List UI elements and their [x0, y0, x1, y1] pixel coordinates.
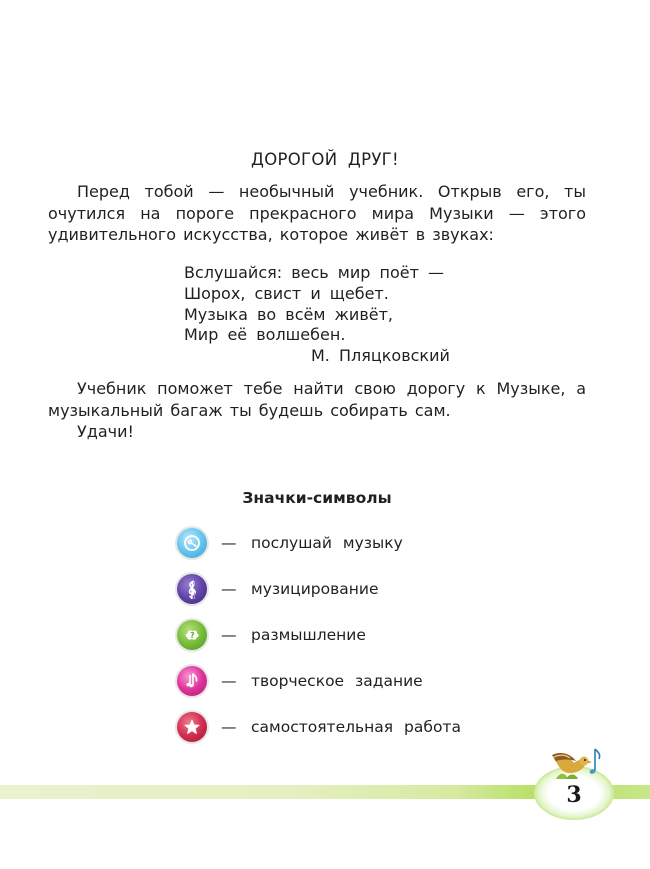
poem-verse: Музыка во всём живёт,	[184, 304, 393, 324]
symbol-legend-item	[177, 527, 403, 559]
bird-with-note-icon	[548, 745, 606, 781]
question-cloud-icon	[177, 620, 207, 650]
symbol-dash: —	[221, 718, 237, 736]
closing-line: Удачи!	[77, 422, 134, 441]
poem-verse: Вслушайся: весь мир поёт —	[184, 263, 445, 282]
symbol-label: самостоятельная работа	[251, 718, 461, 736]
listen-music-disc-icon	[177, 528, 207, 558]
closing-line: Учебник поможет тебе найти свою дорогу к Музыке, а	[77, 379, 586, 398]
intro-line: удивительного искусства, которое живёт в звуках:	[48, 225, 494, 244]
poem	[184, 263, 450, 367]
star-icon	[177, 712, 207, 742]
symbol-dash: —	[221, 626, 237, 644]
symbol-label: творческое задание	[251, 672, 423, 690]
symbols-legend-title: Значки-символы	[242, 489, 392, 507]
page-title: ДОРОГОЙ ДРУГ!	[251, 150, 399, 169]
symbol-dash: —	[221, 534, 237, 552]
music-note-icon	[177, 666, 207, 696]
closing-line: музыкальный багаж ты будешь собирать сам.	[48, 400, 451, 420]
svg-text:?: ?	[189, 631, 195, 640]
svg-text:𝄞: 𝄞	[187, 580, 197, 599]
intro-paragraph	[48, 181, 586, 246]
symbol-label: музицирование	[251, 580, 379, 598]
symbol-legend-item	[177, 573, 379, 605]
poem-verse: Шорох, свист и щебет.	[184, 283, 389, 303]
symbol-legend-item	[177, 619, 366, 651]
poem-verse: Мир её волшебен.	[184, 325, 346, 345]
intro-line: Перед тобой — необычный учебник. Открыв его, ты	[77, 182, 586, 201]
symbol-legend-item	[177, 665, 423, 697]
symbol-dash: —	[221, 580, 237, 598]
symbol-legend-item	[177, 711, 461, 743]
intro-line: очутился на пороге прекрасного мира Музыки — этого	[48, 203, 586, 223]
page-number: 3	[566, 782, 582, 808]
poem-author: М. Пляцковский	[311, 346, 450, 366]
treble-clef-icon	[177, 574, 207, 604]
symbol-label: послушай музыку	[251, 534, 403, 552]
symbol-label: размышление	[251, 626, 366, 644]
closing-paragraph	[48, 378, 586, 443]
symbol-dash: —	[221, 672, 237, 690]
